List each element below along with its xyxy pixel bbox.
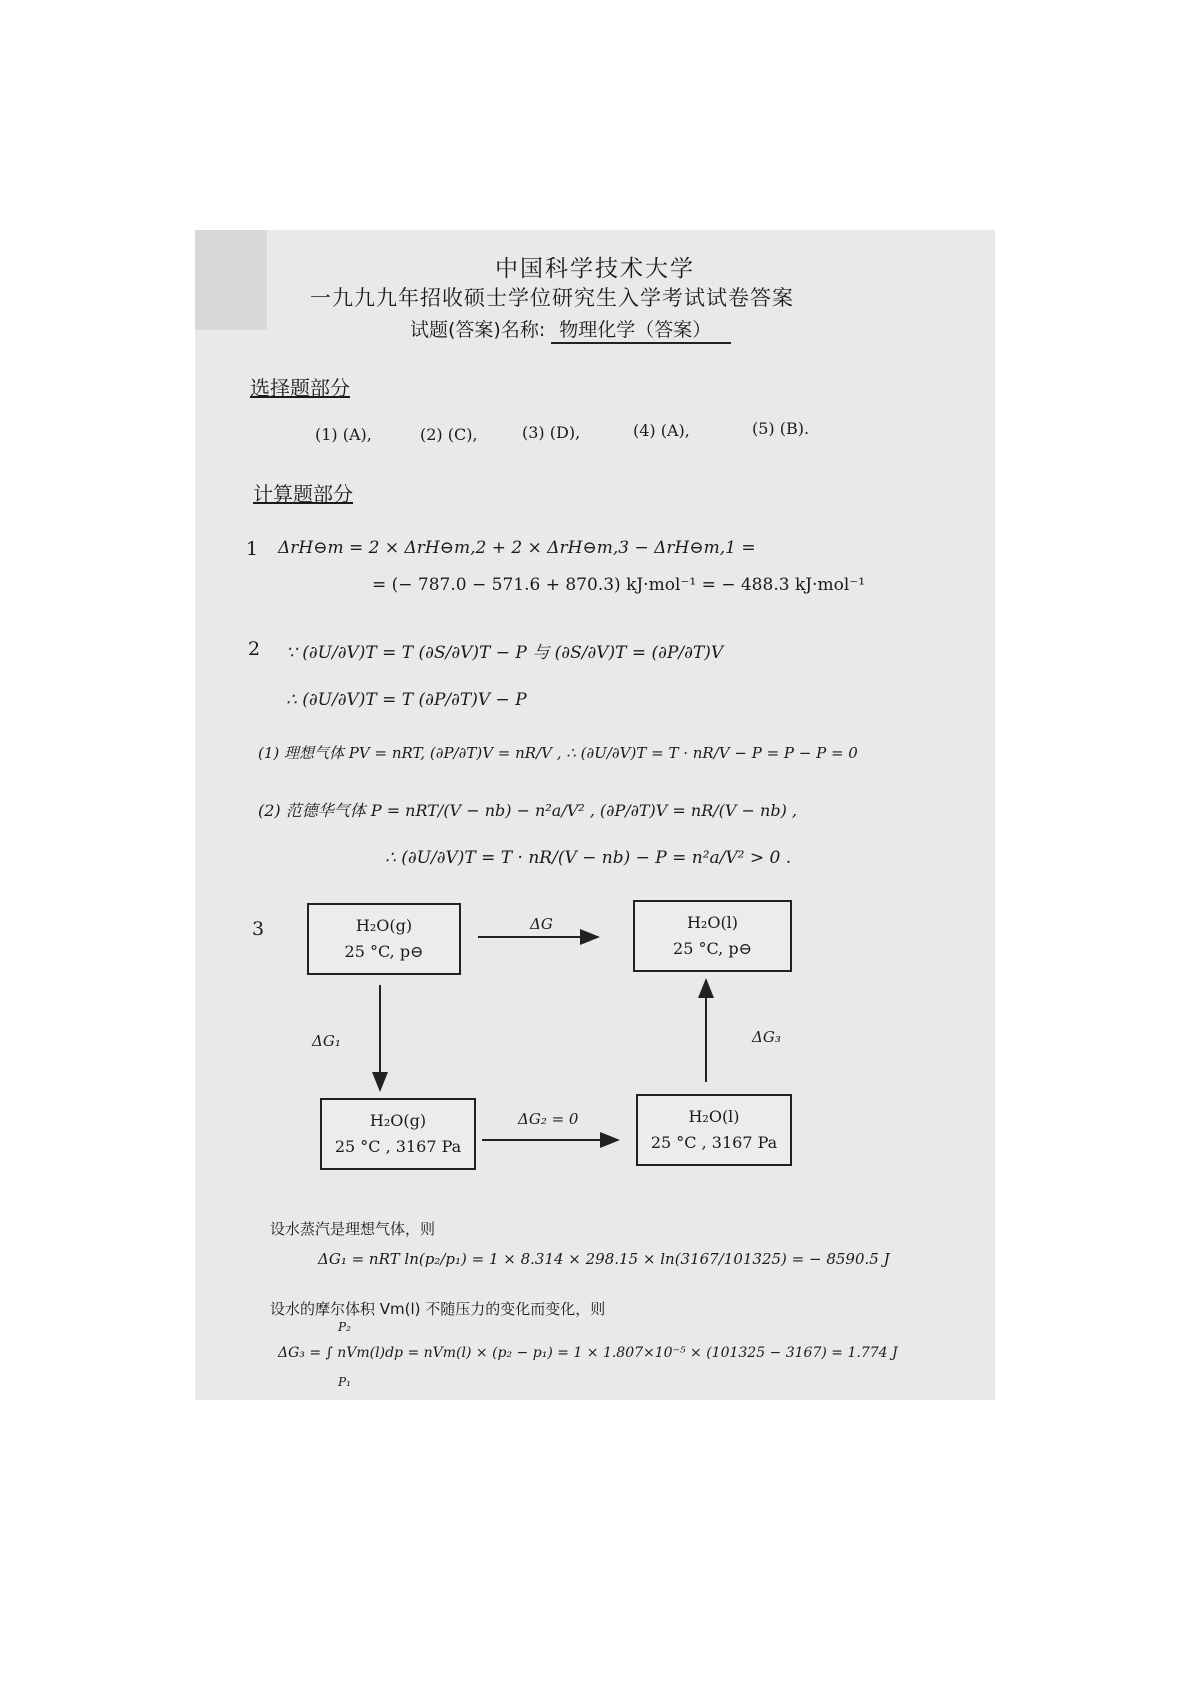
label-delta-g2: ΔG₂ = 0 [518, 1110, 579, 1128]
state-bl-conditions: 25 °C , 3167 Pa [334, 1137, 462, 1156]
exam-title: 一九九九年招收硕士学位研究生入学考试试卷答案 [310, 286, 794, 310]
choice-answer-2: (2) (C), [420, 425, 478, 444]
note-ideal-gas: 设水蒸汽是理想气体，则 [270, 1220, 436, 1238]
state-tr-conditions: 25 °C, p⊖ [673, 939, 752, 958]
q2-line4: (2) 范德华气体 P = nRT/(V − nb) − n²a/V² , (∂P/∂T)V = nR/(V − nb) , [258, 801, 798, 820]
state-bl-formula: H₂O(g) [369, 1111, 427, 1130]
q2-number: 2 [248, 638, 261, 660]
state-br-conditions: 25 °C , 3167 Pa [650, 1133, 778, 1152]
state-tr-formula: H₂O(l) [686, 913, 739, 932]
state-tl-formula: H₂O(g) [355, 916, 413, 935]
subject-value: 物理化学（答案） [551, 315, 731, 344]
choice-section-title: 选择题部分 [250, 376, 350, 400]
q1-number: 1 [246, 538, 259, 560]
q2-line3: (1) 理想气体 PV = nRT, (∂P/∂T)V = nR/V , ∴ (∂U/∂V)T = T · nR/V − P = P − P = 0 [258, 744, 858, 762]
q2-line1: ∵ (∂U/∂V)T = T (∂S/∂V)T − P 与 (∂S/∂V)T = (∂P/∂T)V [286, 643, 724, 663]
q1-line2: = (− 787.0 − 571.6 + 870.3) kJ·mol⁻¹ = − 488.3 kJ·mol⁻¹ [372, 575, 866, 595]
choice-answer-4: (4) (A), [633, 421, 690, 440]
note-molar-volume: 设水的摩尔体积 Vm(l) 不随压力的变化而变化，则 [270, 1300, 606, 1318]
label-delta-g3: ΔG₃ [752, 1028, 781, 1046]
q3-number: 3 [252, 918, 265, 940]
subject-label: 试题(答案)名称: [410, 319, 546, 341]
label-delta-g: ΔG [530, 915, 553, 933]
state-br-formula: H₂O(l) [688, 1107, 740, 1126]
university-title: 中国科学技术大学 [495, 256, 695, 282]
eq-delta-g1: ΔG₁ = nRT ln(p₂/p₁) = 1 × 8.314 × 298.15 × ln(3167/101325) = − 8590.5 J [318, 1250, 890, 1268]
q2-line2: ∴ (∂U/∂V)T = T (∂P/∂T)V − P [286, 690, 527, 710]
q2-line5: ∴ (∂U/∂V)T = T · nR/(V − nb) − P = n²a/V² > 0 . [385, 848, 792, 868]
state-tl-conditions: 25 °C, p⊖ [344, 942, 424, 961]
choice-answer-3: (3) (D), [522, 423, 581, 442]
q1-line1: ΔrH⊖m = 2 × ΔrH⊖m,2 + 2 × ΔrH⊖m,3 − ΔrH⊖m,1 = [278, 538, 756, 558]
calc-section-title: 计算题部分 [253, 482, 353, 506]
choice-answer-5: (5) (B). [752, 419, 810, 438]
eq-delta-g3: ΔG₃ = ∫ nVm(l)dp = nVm(l) × (p₂ − p₁) = 1 × 1.807×10⁻⁵ × (101325 − 3167) = 1.774 J [278, 1345, 898, 1361]
choice-answer-1: (1) (A), [315, 425, 372, 444]
integral-upper-limit: P₂ [338, 1320, 351, 1334]
integral-lower-limit: P₁ [338, 1375, 351, 1389]
label-delta-g1: ΔG₁ [312, 1032, 341, 1050]
